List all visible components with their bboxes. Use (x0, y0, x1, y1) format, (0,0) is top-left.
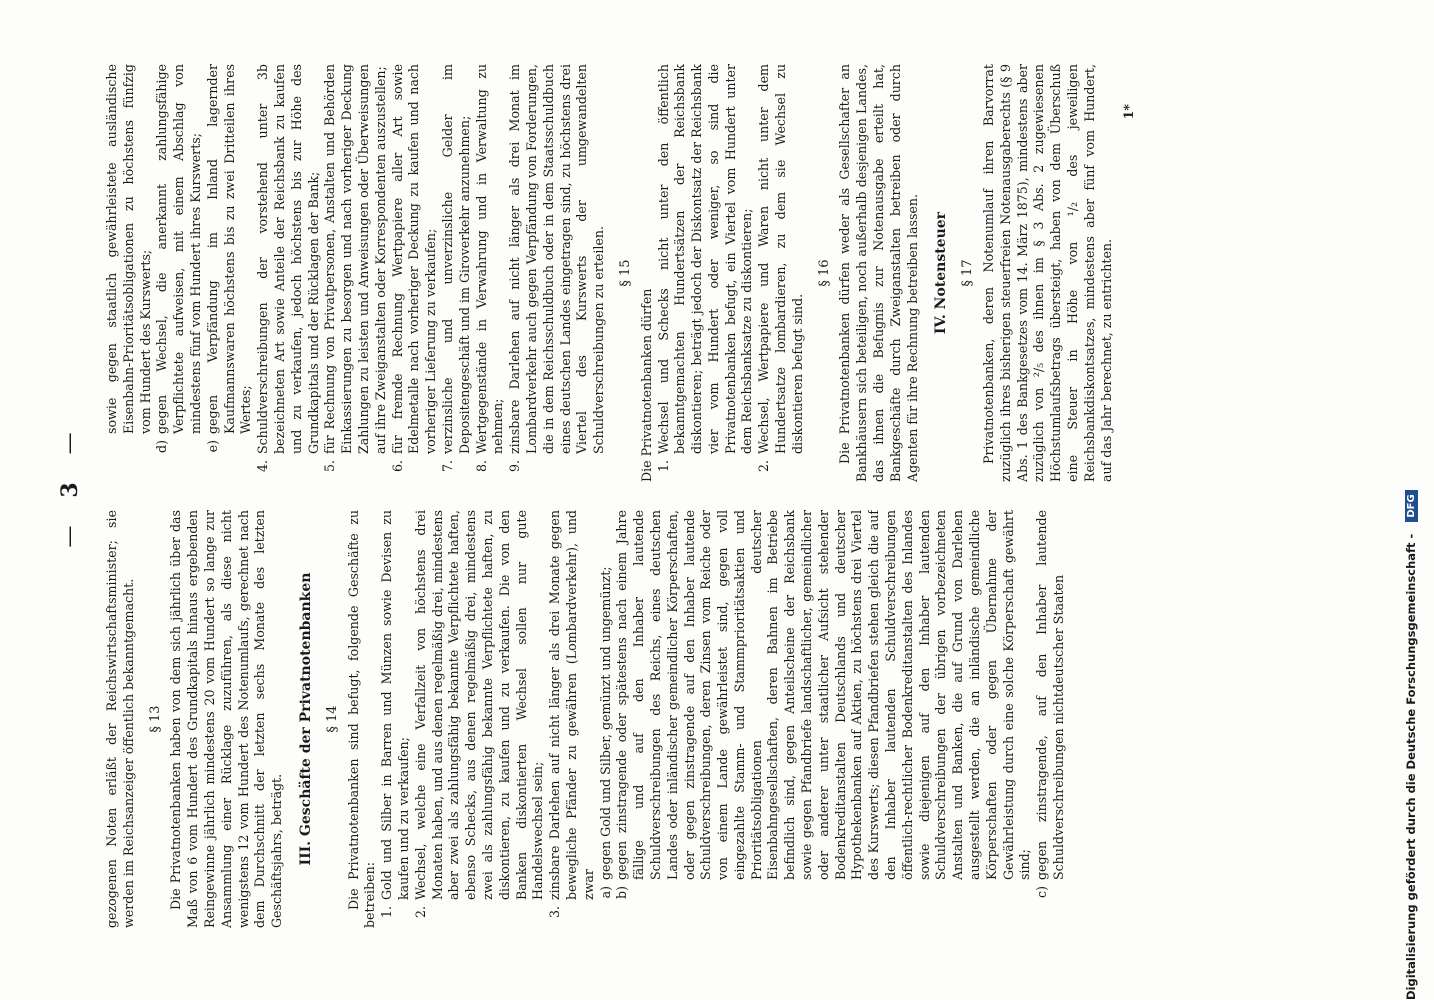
list-item: 1. Wechsel und Schecks nicht unter den öffentlich bekanntgemachten Hundertsätzen der Reichsbank diskontieren; beträgt jedoch der Diskontsatz der Reichsbank vier vom Hundert oder weniger, so sind die Privatnotenbanken befugt, ein Viertel vom Hundert unter dem Reichsbanksatze zu diskontieren; (655, 64, 755, 473)
sub-list-item: c) gegen zinstragende, auf den Inhaber lautende Schuldverschreibungen nichtdeutscher Staaten (1034, 510, 1067, 898)
digitization-credit-text: Digitalisierung gefördert durch die Deutsche Forschungsgemeinschaft - (1404, 533, 1418, 1000)
header-dash-left: — (56, 525, 82, 548)
list-item: 8. Wertgegenstände in Verwahrung und in Verwaltung zu nehmen; (473, 64, 506, 473)
left-column (104, 510, 1374, 928)
continuation-text: sowie gegen staatlich gewährleistete ausländische Eisenbahn-Prioritätsobligationen zu höchstens fünfzig vom Hundert des Kurswerts; (104, 64, 153, 434)
section-14-heading: § 14 (324, 705, 340, 733)
page-header (40, 50, 100, 930)
list-item: 3. zinsbare Darlehen auf nicht länger als drei Monate gegen bewegliche Pfänder zu gewähren (Lombardverkehr), und zwar (547, 510, 596, 919)
right-column (104, 64, 1374, 482)
sub-list-item: e) gegen Verpfändung im Inland lagernder Kaufmannswaren höchstens bis zu zwei Dritteilen ihres Wertes; (204, 64, 254, 453)
section-13-text: Die Privatnotenbanken haben von dem sich jährlich über das Maß von 6 vom Hundert des Grundkapitals hinaus ergebenden Reingewinne jährlich mindestens 20 vom Hundert so lange zur Ansammlung einer Rücklage zuzuführen, als diese nicht wenigstens 12 vom Hundert des Notenumlaufs, gerechnet nach dem Durchschnitt der letzten sechs Monate des letzten Geschäftsjahrs, beträgt. (168, 510, 285, 928)
rotated-page (40, 50, 1380, 930)
list-item: 5. für Rechnung von Privatpersonen, Anstalten und Behörden Einkassierungen zu besorgen und nach vorheriger Deckung Zahlungen zu leisten und Anweisungen oder Überweisungen auf ihre Zweiganstalten oder Korrespondenten auszustellen; (322, 64, 388, 473)
section-17-text: Privatnotenbanken, deren Notenumlauf ihren Barvorrat zuzüglich ihres bisherigen steuerfreien Notenausgaberechts (§ 9 Abs. 1 des Bankgesetzes vom 14. März 1875), mindestens aber zuzüglich von ²/₅ des ihnen im § 3 Abs. 2 zugewiesenen Höchstumlaufsbetrags übersteigt, haben von dem Überschuß eine Steuer in Höhe von ¹/₂ des jeweiligen Reichsbankdiskontsatzes, mindestens aber fünf vom Hundert, auf das Jahr berechnet, zu entrichten. (981, 64, 1114, 482)
dfg-logo: DFG (1405, 490, 1418, 521)
section-16-heading: § 16 (816, 259, 832, 287)
part-4-heading: IV. Notensteuer (933, 211, 950, 335)
list-item: 6. für fremde Rechnung Wertpapiere aller Art sowie Edelmetalle nach vorheriger Deckung zu kaufen und nach vorheriger Lieferung zu verkaufen; (389, 64, 439, 473)
section-15-intro: Die Privatnotenbanken dürfen (638, 288, 654, 482)
list-item: 2. Wechsel, Wertpapiere und Waren nicht unter dem Hundertsatze lombardieren, zu dem sie Wechsel zu diskontieren befugt sind. (756, 64, 805, 473)
sub-list-item: d) gegen Wechsel, die anerkannt zahlungsfähige Verpflichtete aufweisen, mit einem Abschlag von mindestens fünf vom Hundert ihres Kurswerts; (154, 64, 203, 453)
digitization-credit-sidebar (1388, 0, 1434, 1000)
section-17-heading: § 17 (960, 259, 976, 287)
list-item: 9. zinsbare Darlehen auf nicht länger als drei Monat im Lombardverkehr auch gegen Verpfändung von Forderungen, die in dem Reichsschuldbuch oder in dem Staatsschuldbuch eines deutschen Landes eingetragen sind, zu höchstens drei Viertel des Kurswerts der umgewandelten Schuldverschreibungen zu erteilen. (507, 64, 607, 473)
list-item: 7. verzinsliche und unverzinsliche Gelder im Depositengeschäft und im Giroverkehr anzunehmen; (439, 64, 472, 473)
section-13-heading: § 13 (147, 705, 163, 733)
list-item: 1. Gold und Silber in Barren und Münzen sowie Devisen zu kaufen und zu verkaufen; (379, 510, 411, 919)
section-16-text: Die Privatnotenbanken dürfen weder als Gesellschafter an Bankhäusern sich beteiligen, noch außerhalb desjenigen Landes, das ihnen die Befugnis zur Notenausgabe erteilt hat, Bankgeschäfte durch Zweiganstalten betreiben oder durch Agenten für ihre Rechnung betreiben lassen. (837, 64, 920, 482)
sub-list-item: a) gegen Gold und Silber, gemünzt und ungemünzt; (597, 566, 613, 899)
section-14-intro: Die Privatnotenbanken sind befugt, folgende Geschäfte zu betreiben: (345, 510, 378, 928)
header-dash-right: — (56, 432, 82, 455)
part-3-heading: III. Geschäfte der Privatnotenbanken (297, 572, 314, 866)
list-item: 4. Schuldverschreibungen der vorstehend unter 3b bezeichneten Art sowie Anteile der Reichsbank zu kaufen und zu verkaufen, jedoch höchstens bis zur Höhe des Grundkapitals und der Rücklagen der Bank; (255, 64, 321, 473)
list-item: 2. Wechsel, welche eine Verfallzeit von höchstens drei Monaten haben, und aus denen regelmäßig drei, mindestens aber zwei als zahlungsfähig bekannte Verpflichtete haften, ebenso Schecks, aus denen regelmäßig drei, mindestens zwei als zahlungsfähig bekannte Verpflichtete haften, zu diskontieren, zu kaufen und zu verkaufen. Die von den Banken diskontierten Wechsel sollen nur gute Handelswechsel sein; (412, 510, 546, 919)
page-number: 3 (56, 482, 83, 498)
digitization-credit (1396, 0, 1426, 1000)
intro-text: gezogenen Noten erläßt der Reichswirtschaftsminister; sie werden im Reichsanzeiger öffentlich bekanntgemacht. (104, 510, 136, 928)
section-15-heading: § 15 (617, 259, 633, 287)
sub-list-item: b) gegen zinstragende oder spätestens nach einem Jahre fällige und auf den Inhaber lautende Schuldverschreibungen des Reichs, eines deutschen Landes oder inländischer gemeindlicher Körperschaften, oder gegen zinstragende auf den Inhaber lautende Schuldverschreibungen, deren Zinsen vom Reiche oder von einem Lande gewährleistet sind, gegen voll eingezahlte Stamm- und Stammprioritätsaktien und Prioritätsobligationen deutscher Eisenbahngesellschaften, deren Bahnen im Betriebe befindlich sind, gegen Anteilscheine der Reichsbank sowie gegen Pfandbriefe landschaftlicher, gemeindlicher oder anderer unter staatlicher Aufsicht stehender Bodenkreditanstalten Deutschlands und deutscher Hypothekenbanken auf Aktien, zu höchstens drei Viertel des Kurswerts; diesen Pfandbriefen stehen gleich die auf den Inhaber lautenden Schuldverschreibungen öffentlich-rechtlicher Bodenkreditanstalten des Inlandes sowie diejenigen auf den Inhaber lautenden Schuldverschreibungen der übrigen vorbezeichneten Anstalten und Banken, die auf Grund von Darlehen ausgestellt werden, die an inländische gemeindliche Körperschaften oder gegen Übernahme der Gewährleistung durch eine solche Körperschaft gewährt sind; (614, 510, 1033, 899)
sheet-signature-mark: 1* (1121, 104, 1137, 120)
